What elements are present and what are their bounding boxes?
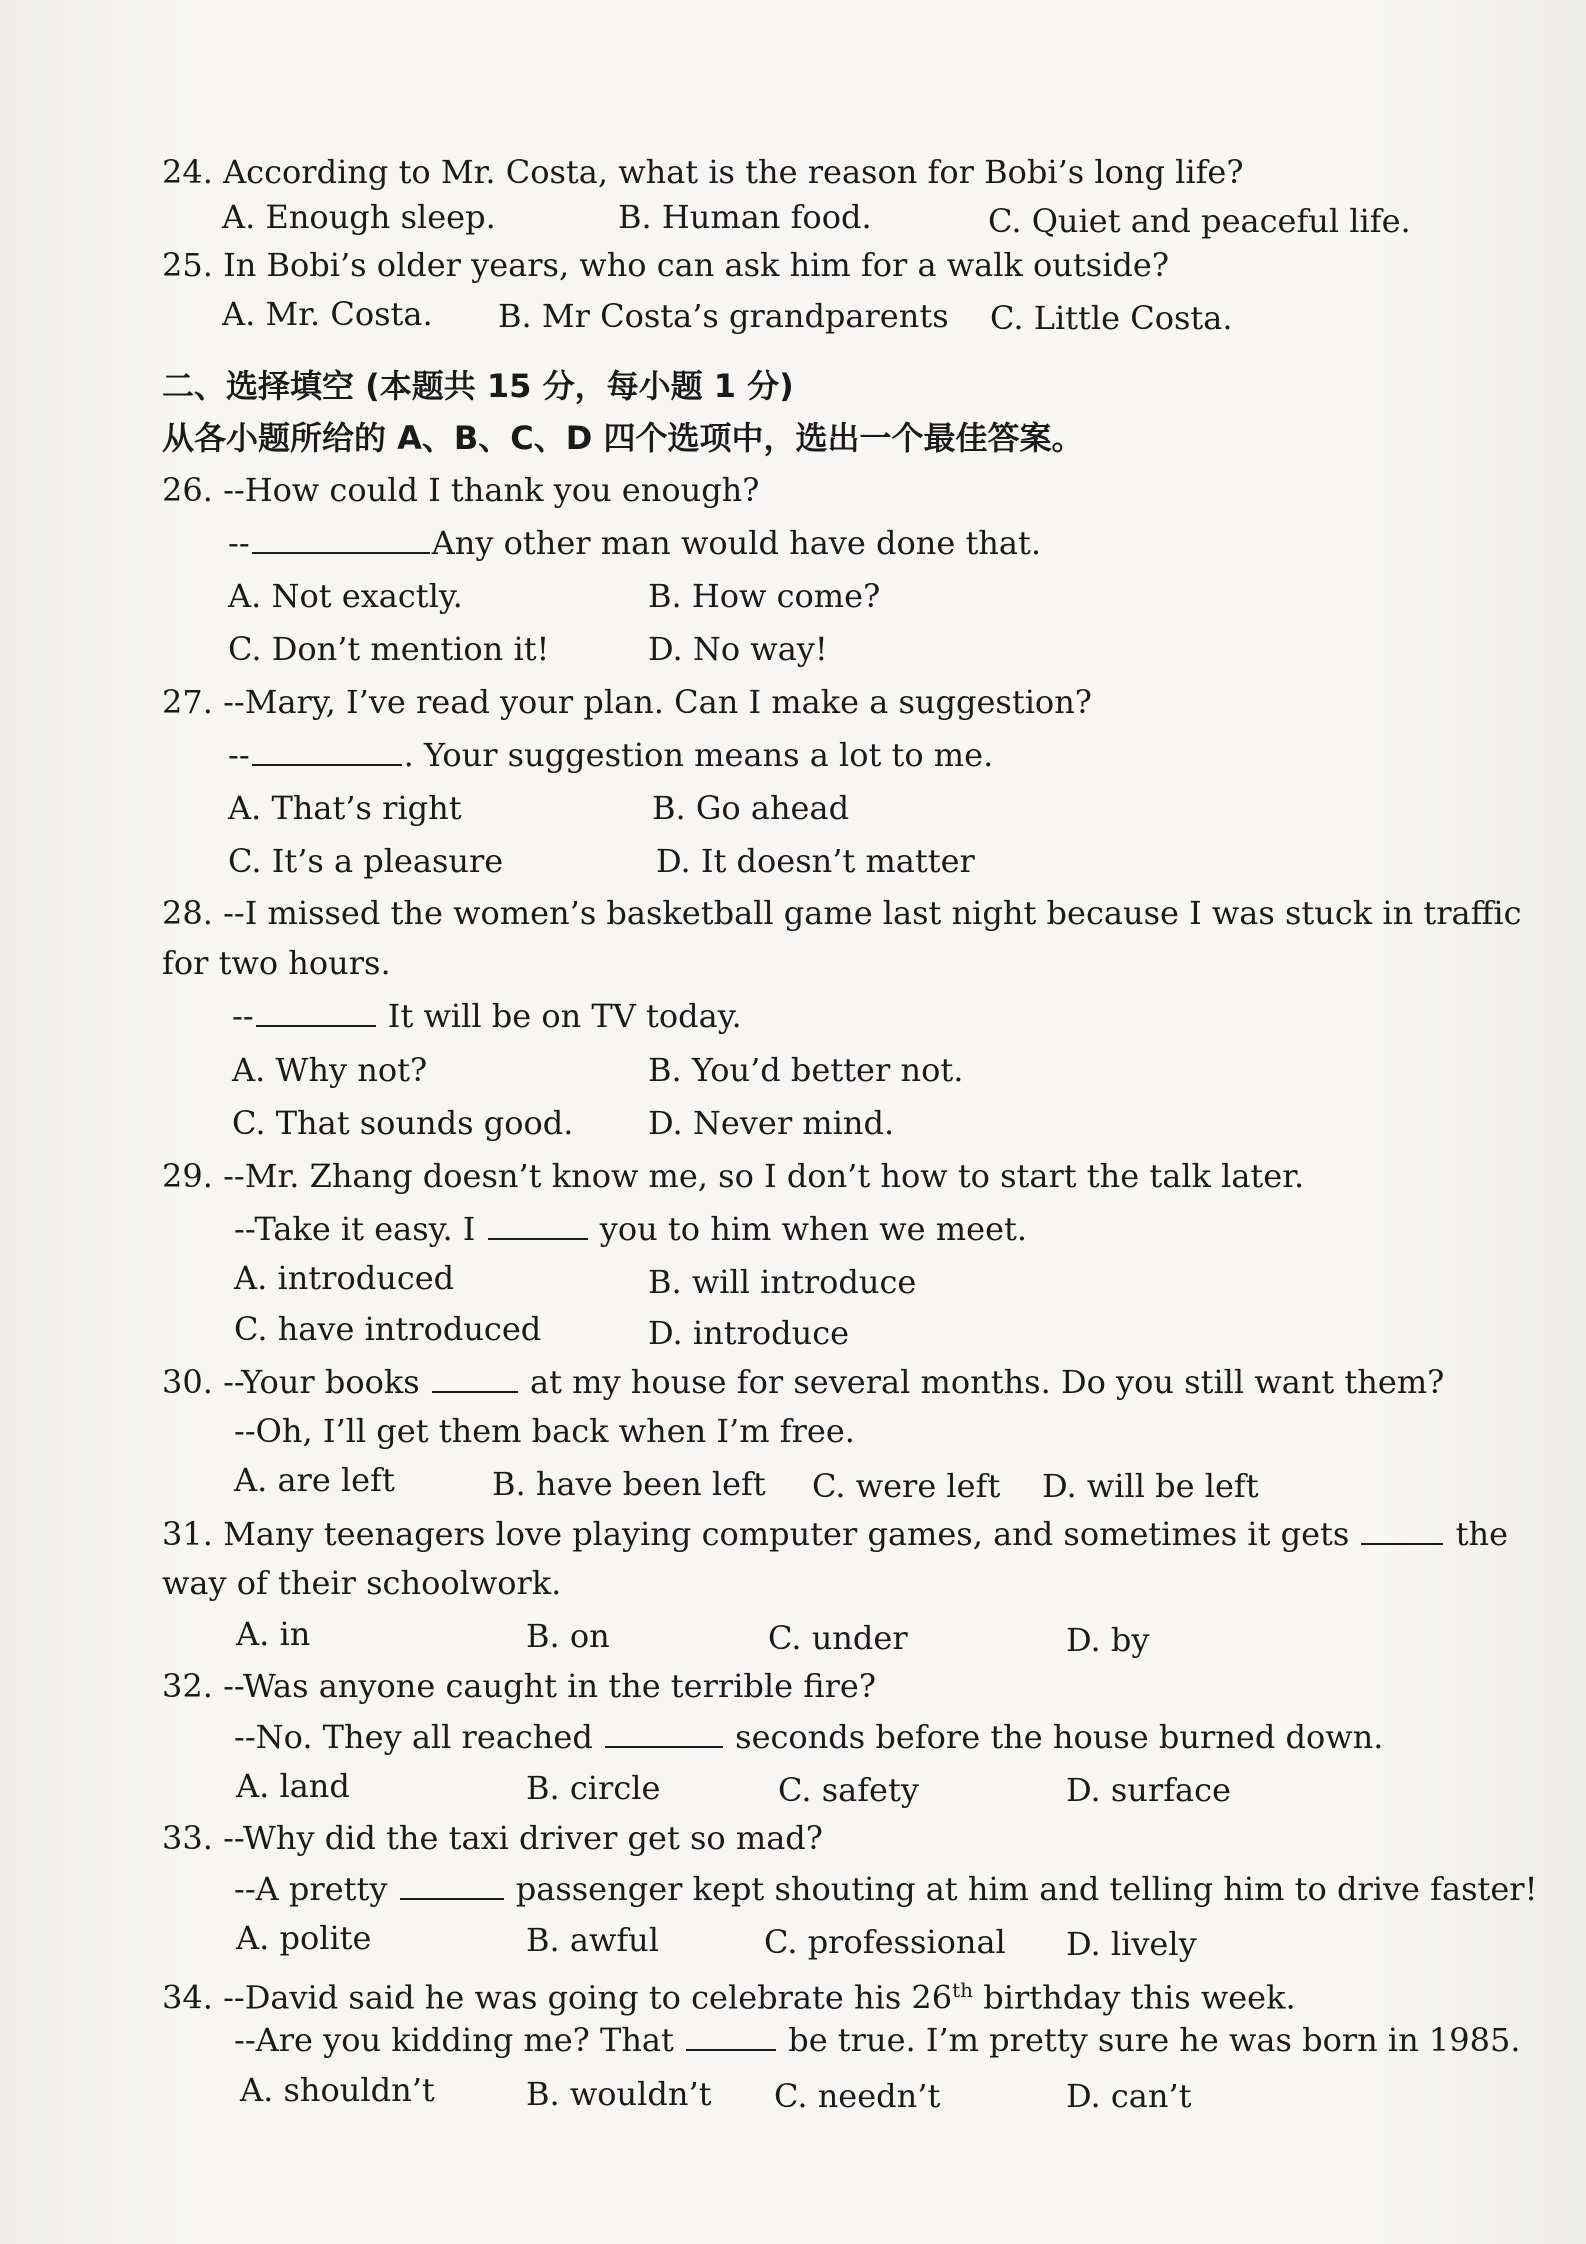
section-title: 二、选择填空 (本题共 15 分，每小题 1 分)	[162, 367, 794, 405]
question-26-option-c: C. Don’t mention it!	[228, 630, 550, 668]
question-31-option-c: C. under	[768, 1619, 908, 1657]
answer-blank	[488, 1210, 588, 1240]
question-32-option-d: D. surface	[1066, 1771, 1231, 1809]
question-31-option-d: D. by	[1066, 1621, 1150, 1659]
question-32-reply: --No. They all reached seconds before the house burned down.	[234, 1718, 1384, 1756]
question-29-option-c: C. have introduced	[234, 1310, 542, 1348]
question-30-option-d: D. will be left	[1042, 1467, 1259, 1505]
question-31-stem: 31. Many teenagers love playing computer games, and sometimes it gets the	[162, 1515, 1509, 1553]
question-33-option-b: B. awful	[526, 1921, 660, 1959]
question-34-option-c: C. needn’t	[774, 2077, 941, 2115]
question-29-option-d: D. introduce	[648, 1314, 850, 1352]
question-29-reply: --Take it easy. I you to him when we meet.	[234, 1210, 1028, 1248]
question-24-option-a: A. Enough sleep.	[222, 198, 496, 236]
question-28-option-b: B. You’d better not.	[648, 1051, 964, 1089]
question-34-option-b: B. wouldn’t	[526, 2075, 712, 2113]
question-27-reply: -- . Your suggestion means a lot to me.	[228, 736, 994, 774]
answer-blank	[1361, 1515, 1443, 1545]
answer-blank	[252, 524, 430, 554]
question-26-option-b: B. How come?	[648, 577, 881, 615]
question-26-stem: 26. --How could I thank you enough?	[162, 471, 760, 509]
question-34-reply: --Are you kidding me? That be true. I’m pretty sure he was born in 1985.	[234, 2021, 1521, 2059]
question-30-option-a: A. are left	[234, 1461, 395, 1499]
question-32-option-b: B. circle	[526, 1769, 661, 1807]
question-24-option-b: B. Human food.	[618, 198, 872, 236]
question-32-option-a: A. land	[236, 1767, 350, 1805]
question-25-option-a: A. Mr. Costa.	[222, 295, 433, 333]
question-25-stem: 25. In Bobi’s older years, who can ask him for a walk outside?	[162, 246, 1169, 284]
question-29-stem: 29. --Mr. Zhang doesn’t know me, so I don’t how to start the talk later.	[162, 1157, 1305, 1195]
question-28-option-a: A. Why not?	[232, 1051, 428, 1089]
question-33-option-c: C. professional	[764, 1923, 1006, 1961]
question-31-option-b: B. on	[526, 1617, 610, 1655]
question-28-stem-cont: for two hours.	[162, 944, 391, 982]
question-28-reply: -- It will be on TV today.	[232, 997, 742, 1035]
question-31-option-a: A. in	[236, 1615, 311, 1653]
question-27-option-c: C. It’s a pleasure	[228, 842, 504, 880]
answer-blank	[400, 1870, 504, 1900]
question-29-option-b: B. will introduce	[648, 1263, 917, 1301]
question-27-stem: 27. --Mary, I’ve read your plan. Can I make a suggestion?	[162, 683, 1092, 721]
question-28-option-d: D. Never mind.	[648, 1104, 895, 1142]
question-29-option-a: A. introduced	[234, 1259, 455, 1297]
question-26-option-a: A. Not exactly.	[228, 577, 463, 615]
answer-blank	[432, 1363, 518, 1393]
answer-blank	[686, 2021, 776, 2051]
question-33-stem: 33. --Why did the taxi driver get so mad?	[162, 1819, 823, 1857]
question-34-stem: 34. --David said he was going to celebrate his 26th birthday this week.	[162, 1978, 1296, 2017]
question-30-stem: 30. --Your books at my house for several months. Do you still want them?	[162, 1363, 1445, 1401]
question-33-option-d: D. lively	[1066, 1925, 1197, 1963]
question-30-option-c: C. were left	[812, 1467, 1001, 1505]
question-24-stem: 24. According to Mr. Costa, what is the reason for Bobi’s long life?	[162, 153, 1244, 191]
question-30-reply: --Oh, I’ll get them back when I’m free.	[234, 1412, 855, 1450]
question-31-stem-cont: way of their schoolwork.	[162, 1564, 562, 1602]
question-30-option-b: B. have been left	[492, 1465, 766, 1503]
question-32-stem: 32. --Was anyone caught in the terrible fire?	[162, 1667, 876, 1705]
question-28-stem: 28. --I missed the women’s basketball game last night because I was stuck in traffic	[162, 894, 1522, 932]
question-27-option-b: B. Go ahead	[652, 789, 850, 827]
question-33-reply: --A pretty passenger kept shouting at him and telling him to drive faster!	[234, 1870, 1538, 1908]
question-34-option-a: A. shouldn’t	[240, 2071, 435, 2109]
section-instruction: 从各小题所给的 A、B、C、D 四个选项中，选出一个最佳答案。	[162, 419, 1084, 457]
question-28-option-c: C. That sounds good.	[232, 1104, 574, 1142]
question-27-option-a: A. That’s right	[228, 789, 462, 827]
question-27-option-d: D. It doesn’t matter	[656, 842, 975, 880]
question-25-option-b: B. Mr Costa’s grandparents	[498, 297, 949, 335]
question-32-option-c: C. safety	[778, 1771, 919, 1809]
question-26-reply: -- Any other man would have done that.	[228, 524, 1042, 562]
answer-blank	[256, 997, 376, 1027]
answer-blank	[252, 736, 402, 766]
question-34-option-d: D. can’t	[1066, 2077, 1192, 2115]
answer-blank	[605, 1718, 723, 1748]
question-33-option-a: A. polite	[236, 1919, 372, 1957]
question-26-option-d: D. No way!	[648, 630, 828, 668]
question-25-option-c: C. Little Costa.	[990, 299, 1233, 337]
question-24-option-c: C. Quiet and peaceful life.	[988, 202, 1411, 240]
